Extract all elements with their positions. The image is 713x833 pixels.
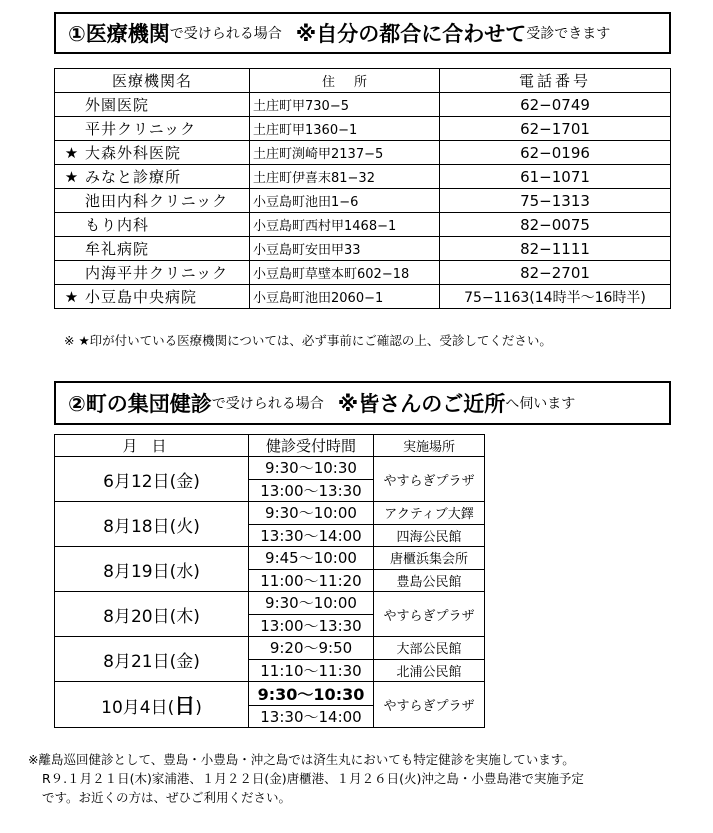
schedule-time: 9:30〜10:30 [249, 457, 374, 480]
clinic-row [55, 141, 671, 165]
clinic-phone: 62−0749 [440, 93, 671, 117]
header-clinic-name: 医療機関名 [55, 69, 250, 93]
clinic-name: 大森外科医院 [85, 144, 182, 162]
schedule-date-day: 日 [174, 693, 196, 718]
section1-title [54, 12, 671, 54]
schedule-time: 9:30〜10:00 [249, 592, 374, 615]
schedule-date-prefix: 10月4日( [101, 697, 175, 718]
clinic-phone: 82−1111 [440, 237, 671, 261]
clinic-row [55, 237, 671, 261]
clinic-phone: 62−0196 [440, 141, 671, 165]
schedule-time: 9:30〜10:00 [249, 502, 374, 525]
clinic-row [55, 261, 671, 285]
clinic-name-cell [55, 261, 250, 285]
section1-title-highlight: ※自分の都合に合わせて [295, 22, 527, 46]
schedule-row [55, 637, 485, 660]
clinic-phone: 82−2701 [440, 261, 671, 285]
section2-title [54, 381, 671, 425]
schedule-row [55, 502, 485, 525]
clinic-address: 小豆島町西村甲1468−1 [250, 213, 440, 237]
clinic-table-header [55, 69, 671, 93]
schedule-time: 13:00〜13:30 [249, 614, 374, 637]
clinic-name: 平井クリニック [85, 120, 197, 138]
schedule-venue: やすらぎプラザ [374, 592, 485, 637]
schedule-date [55, 682, 249, 728]
clinic-name-cell [55, 93, 250, 117]
schedule-date: 6月12日(金) [55, 457, 249, 502]
schedule-venue: 北浦公民館 [374, 659, 485, 682]
schedule-date: 8月19日(水) [55, 547, 249, 592]
clinic-name-cell [55, 117, 250, 141]
clinic-name-cell [55, 285, 250, 309]
schedule-table-header [55, 435, 485, 457]
clinic-name-cell [55, 189, 250, 213]
clinic-row [55, 117, 671, 141]
clinic-address: 小豆島町安田甲33 [250, 237, 440, 261]
section2-title-main: ②町の集団健診 [68, 392, 212, 416]
star-icon: ★ [64, 288, 80, 306]
schedule-date: 8月21日(金) [55, 637, 249, 682]
schedule-time: 13:00〜13:30 [249, 479, 374, 502]
footer-note [28, 750, 584, 807]
schedule-time: 9:45〜10:00 [249, 547, 374, 570]
section1-title-tail: 受診できます [526, 26, 611, 42]
clinic-row [55, 189, 671, 213]
schedule-date: 8月18日(火) [55, 502, 249, 547]
schedule-time: 13:30〜14:00 [249, 706, 374, 728]
section2-title-sub: で受けられる場合 [211, 396, 324, 412]
clinic-row [55, 285, 671, 309]
clinic-phone: 61−1071 [440, 165, 671, 189]
clinic-note: ※ ★印が付いている医療機関については、必ず事前にご確認の上、受診してください。 [64, 333, 552, 348]
clinic-address: 土庄町甲730−5 [250, 93, 440, 117]
clinic-name: 牟礼病院 [85, 240, 150, 258]
clinic-row [55, 93, 671, 117]
schedule-row [55, 547, 485, 570]
schedule-venue: アクティブ大鐸 [374, 502, 485, 525]
schedule-venue: 豊島公民館 [374, 569, 485, 592]
schedule-row [55, 682, 485, 706]
clinic-name-cell [55, 165, 250, 189]
header-phone: 電話番号 [440, 69, 671, 93]
header-date: 月日 [55, 435, 249, 457]
schedule-venue: 四海公民館 [374, 524, 485, 547]
clinic-name: もり内科 [85, 216, 150, 234]
clinic-phone: 62−1701 [440, 117, 671, 141]
clinic-name: 外園医院 [85, 96, 150, 114]
clinic-address: 小豆島町池田2060−1 [250, 285, 440, 309]
section1-title-sub: で受けられる場合 [169, 26, 282, 42]
clinic-name-cell [55, 213, 250, 237]
clinic-row [55, 213, 671, 237]
schedule-row [55, 457, 485, 480]
clinic-name: 内海平井クリニック [85, 264, 229, 282]
clinic-address: 土庄町渕崎甲2137−5 [250, 141, 440, 165]
header-reception-time: 健診受付時間 [249, 435, 374, 457]
schedule-table [54, 434, 485, 728]
clinic-name: 小豆島中央病院 [85, 288, 198, 306]
star-icon: ★ [64, 168, 80, 186]
schedule-time: 9:20〜9:50 [249, 637, 374, 660]
clinic-address: 小豆島町池田1−6 [250, 189, 440, 213]
schedule-time: 9:30〜10:30 [249, 682, 374, 706]
clinic-address: 土庄町伊喜末81−32 [250, 165, 440, 189]
section2-title-tail: へ伺います [505, 396, 576, 412]
header-address: 住 所 [250, 69, 440, 93]
footer-line-3: です。お近くの方は、ぜひご利用ください。 [42, 790, 292, 805]
schedule-venue: やすらぎプラザ [374, 457, 485, 502]
footer-line-2: R９.１月２１日(木)家浦港、１月２２日(金)唐櫃港、１月２６日(火)沖之島・小豊島港で実施予定 [42, 771, 584, 786]
clinic-row [55, 165, 671, 189]
schedule-time: 11:00〜11:20 [249, 569, 374, 592]
schedule-venue: 唐櫃浜集会所 [374, 547, 485, 570]
schedule-time: 11:10〜11:30 [249, 659, 374, 682]
clinic-name-cell [55, 237, 250, 261]
clinic-name-cell [55, 141, 250, 165]
clinic-phone: 75−1163(14時半〜16時半) [440, 285, 671, 309]
clinic-phone: 82−0075 [440, 213, 671, 237]
schedule-venue: やすらぎプラザ [374, 682, 485, 728]
section1-title-main: ①医療機関 [68, 22, 170, 46]
schedule-time: 13:30〜14:00 [249, 524, 374, 547]
section2-title-highlight: ※皆さんのご近所 [337, 392, 506, 416]
schedule-date-suffix: ) [195, 697, 202, 718]
clinic-address: 小豆島町草壁本町602−18 [250, 261, 440, 285]
schedule-date: 8月20日(木) [55, 592, 249, 637]
clinic-name: 池田内科クリニック [85, 192, 229, 210]
clinic-table [54, 68, 671, 309]
clinic-phone: 75−1313 [440, 189, 671, 213]
schedule-row [55, 592, 485, 615]
schedule-venue: 大部公民館 [374, 637, 485, 660]
clinic-address: 土庄町甲1360−1 [250, 117, 440, 141]
star-icon: ★ [64, 144, 80, 162]
header-venue: 実施場所 [374, 435, 485, 457]
clinic-name: みなと診療所 [85, 168, 182, 186]
footer-line-1: ※離島巡回健診として、豊島・小豊島・沖之島では済生丸においても特定健診を実施しています。 [28, 752, 575, 767]
